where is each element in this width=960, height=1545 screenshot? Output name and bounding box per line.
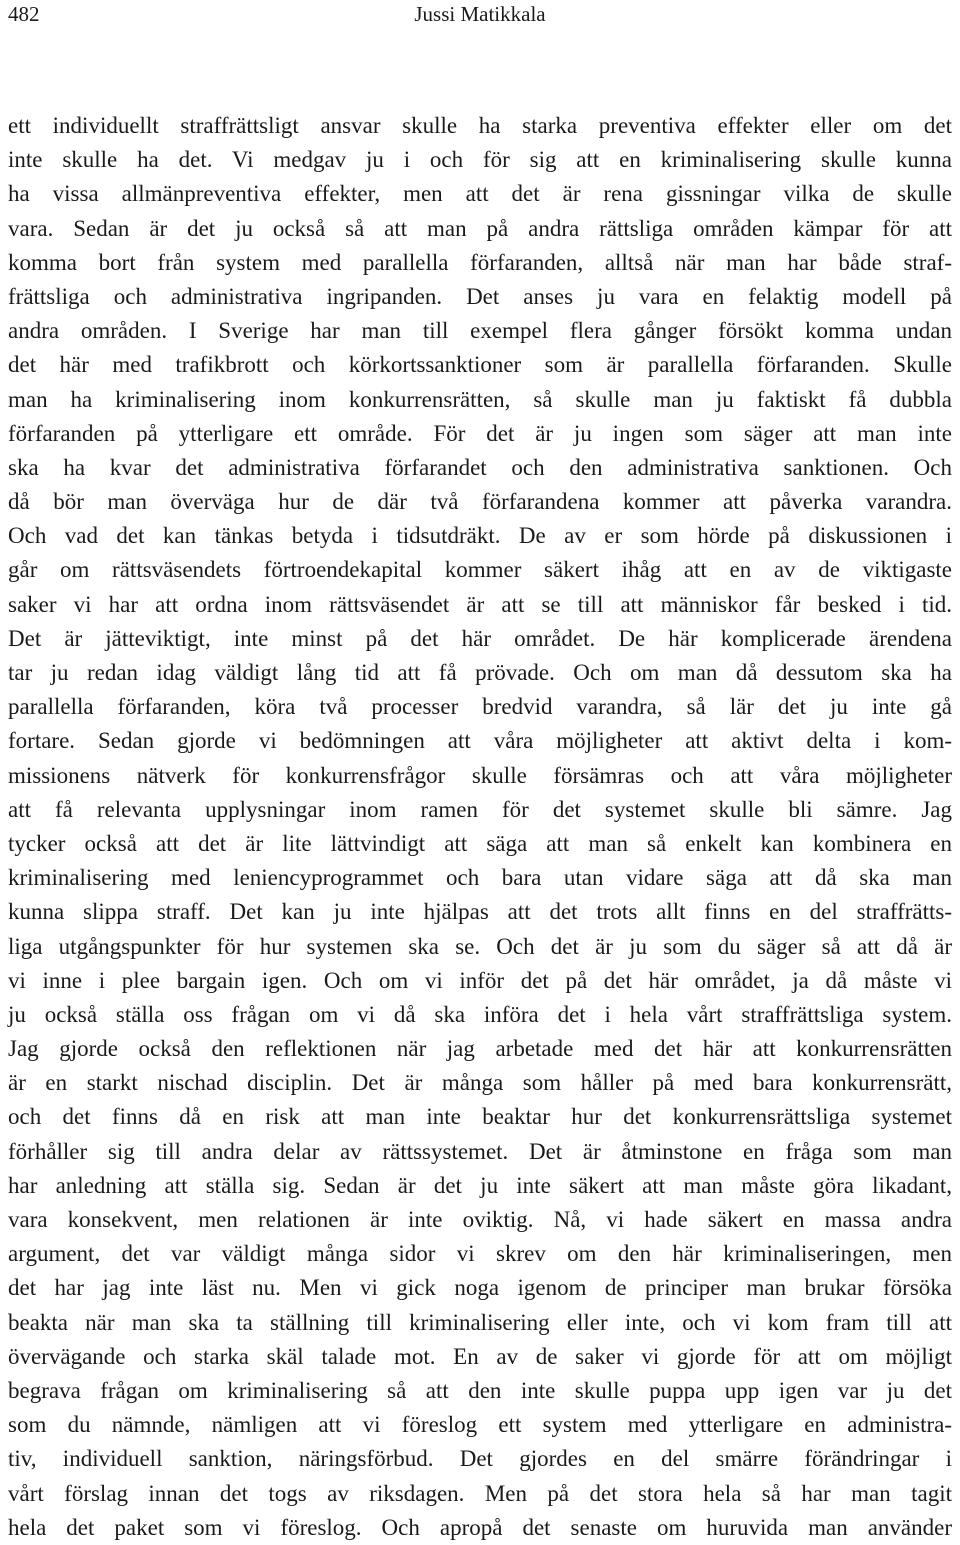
body-text	[8, 109, 952, 1545]
text-line: går om rättsväsendets förtroendekapital kommer säkert ihåg att en av de viktigaste	[8, 557, 952, 583]
text-line: Och vad det kan tänkas betyda i tidsutdräkt. De av er som hörde på diskussionen i	[8, 523, 952, 549]
text-line: och det finns då en risk att man inte beaktar hur det konkurrensrättsliga systemet	[8, 1104, 952, 1130]
text-line: kunna slippa straff. Det kan ju inte hjälpas att det trots allt finns en del straffrätts-	[8, 899, 952, 925]
text-line: ett individuellt straffrättsligt ansvar skulle ha starka preventiva effekter eller om det	[8, 113, 952, 138]
text-line: har anledning att ställa sig. Sedan är det ju inte säkert att man måste göra likadant,	[8, 1172, 952, 1198]
text-line: ska ha kvar det administrativa förfarandet och den administrativa sanktionen. Och	[8, 454, 952, 480]
text-line: vi inne i plee bargain igen. Och om vi inför det på det här området, ja då måste vi	[8, 967, 952, 993]
text-line: det här med trafikbrott och körkortssanktioner som är parallella förfaranden. Skulle	[8, 352, 952, 378]
text-line: vara. Sedan är det ju också så att man på andra rättsliga områden kämpar för att	[8, 215, 952, 241]
text-line: begrava frågan om kriminalisering så att den inte skulle puppa upp igen var ju det	[8, 1377, 952, 1403]
text-line: fortare. Sedan gjorde vi bedömningen att våra möjligheter att aktivt delta i kom-	[8, 728, 952, 754]
text-line: förhåller sig till andra delar av rättssystemet. Det är åtminstone en fråga som man	[8, 1138, 952, 1164]
text-line: kriminalisering med leniencyprogrammet och bara utan vidare säga att då ska man	[8, 865, 952, 891]
running-header	[0, 0, 960, 30]
text-line: inte skulle ha det. Vi medgav ju i och för sig att en kriminalisering skulle kunna	[8, 147, 952, 173]
text-line: det har jag inte läst nu. Men vi gick noga igenom de principer man brukar försöka	[8, 1275, 952, 1301]
text-line: som du nämnde, nämligen att vi föreslog ett system med ytterligare en administra-	[8, 1412, 952, 1438]
text-line: hela det paket som vi föreslog. Och apropå det senaste om huruvida man använder	[8, 1514, 952, 1540]
text-line: tycker också att det är lite lättvindigt att säga att man så enkelt kan kombinera en	[8, 830, 952, 856]
text-line: då bör man överväga hur de där två förfarandena kommer att påverka varandra.	[8, 489, 952, 515]
text-line: är en starkt nischad disciplin. Det är många som håller på med bara konkurrensrätt,	[8, 1070, 952, 1096]
text-line: att få relevanta upplysningar inom ramen för det systemet skulle bli sämre. Jag	[8, 796, 952, 822]
text-line: saker vi har att ordna inom rättsväsendet är att se till att människor får besked i tid.	[8, 591, 952, 617]
text-line: argument, det var väldigt många sidor vi skrev om den här kriminaliseringen, men	[8, 1241, 952, 1267]
text-line: beakta när man ska ta ställning till kriminalisering eller inte, och vi kom fram till att	[8, 1309, 952, 1335]
text-line: Det är jätteviktigt, inte minst på det här området. De här komplicerade ärendena	[8, 625, 952, 651]
text-line: man ha kriminalisering inom konkurrensrätten, så skulle man ju faktiskt få dubbla	[8, 386, 952, 412]
text-line: missionens nätverk för konkurrensfrågor skulle försämras och att våra möjligheter	[8, 762, 952, 788]
text-line: vårt förslag innan det togs av riksdagen. Men på det stora hela så har man tagit	[8, 1480, 952, 1506]
text-line: frättsliga och administrativa ingripanden. Det anses ju vara en felaktig modell på	[8, 283, 952, 309]
text-line: parallella förfaranden, köra två processer bredvid varandra, så lär det ju inte gå	[8, 694, 952, 720]
text-line: liga utgångspunkter för hur systemen ska se. Och det är ju som du säger så att då är	[8, 933, 952, 959]
text-line: ju också ställa oss frågan om vi då ska införa det i hela vårt straffrättsliga system.	[8, 1001, 952, 1027]
text-line: vara konsekvent, men relationen är inte oviktig. Nå, vi hade säkert en massa andra	[8, 1207, 952, 1232]
text-line: tiv, individuell sanktion, näringsförbud. Det gjordes en del smärre förändringar i	[8, 1446, 952, 1472]
text-line: tar ju redan idag väldigt lång tid att få prövade. Och om man då dessutom ska ha	[8, 660, 952, 685]
text-line: Jag gjorde också den reflektionen när jag arbetade med det här att konkurrensrätten	[8, 1036, 952, 1062]
text-line: andra områden. I Sverige har man till exempel flera gånger försökt komma undan	[8, 318, 952, 344]
text-line: komma bort från system med parallella förfaranden, alltså när man har både straf-	[8, 249, 952, 275]
text-line: övervägande och starka skäl talade mot. En av de saker vi gjorde för att om möjligt	[8, 1343, 952, 1369]
page-number: 482	[8, 2, 40, 26]
text-line: förfaranden på ytterligare ett område. För det är ju ingen som säger att man inte	[8, 420, 952, 446]
running-head-author: Jussi Matikkala	[414, 2, 546, 26]
text-line: ha vissa allmänpreventiva effekter, men att det är rena gissningar vilka de skulle	[8, 181, 952, 207]
